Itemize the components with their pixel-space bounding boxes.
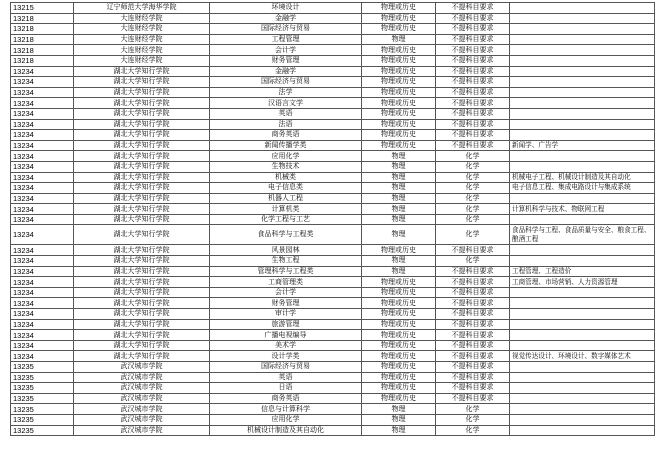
subject-requirement-cell: 不提科目要求 bbox=[436, 45, 510, 56]
major-name-cell: 设计学类 bbox=[210, 351, 362, 362]
school-code-cell: 13235 bbox=[11, 372, 74, 383]
school-code-cell: 13234 bbox=[11, 287, 74, 298]
subject-requirement-cell: 不提科目要求 bbox=[436, 108, 510, 119]
first-subject-cell: 物理或历史 bbox=[362, 140, 436, 151]
table-row bbox=[11, 425, 655, 436]
subject-requirement-cell: 不提科目要求 bbox=[436, 66, 510, 77]
included-majors-cell bbox=[510, 330, 655, 341]
subject-requirement-cell: 不提科目要求 bbox=[436, 362, 510, 373]
first-subject-cell: 物理或历史 bbox=[362, 298, 436, 309]
table-row bbox=[11, 340, 655, 351]
school-code-cell: 13235 bbox=[11, 404, 74, 415]
major-name-cell: 英语 bbox=[210, 108, 362, 119]
major-name-cell: 环境设计 bbox=[210, 3, 362, 14]
school-code-cell: 13234 bbox=[11, 298, 74, 309]
included-majors-cell bbox=[510, 362, 655, 373]
first-subject-cell: 物理 bbox=[362, 183, 436, 194]
school-name-cell: 湖北大学知行学院 bbox=[74, 140, 210, 151]
included-majors-cell bbox=[510, 108, 655, 119]
major-name-cell: 商务英语 bbox=[210, 130, 362, 141]
first-subject-cell: 物理 bbox=[362, 266, 436, 277]
major-name-cell: 新闻传播学类 bbox=[210, 140, 362, 151]
major-name-cell: 食品科学与工程类 bbox=[210, 225, 362, 245]
major-name-cell: 风景园林 bbox=[210, 245, 362, 256]
table-row bbox=[11, 309, 655, 320]
included-majors-cell bbox=[510, 298, 655, 309]
school-name-cell: 湖北大学知行学院 bbox=[74, 287, 210, 298]
subject-requirement-cell: 不提科目要求 bbox=[436, 13, 510, 24]
table-row bbox=[11, 55, 655, 66]
table-row bbox=[11, 3, 655, 14]
first-subject-cell: 物理 bbox=[362, 414, 436, 425]
included-majors-cell bbox=[510, 425, 655, 436]
major-name-cell: 日语 bbox=[210, 383, 362, 394]
subject-requirement-cell: 不提科目要求 bbox=[436, 383, 510, 394]
major-name-cell: 广播电视编导 bbox=[210, 330, 362, 341]
table-row bbox=[11, 204, 655, 215]
table-row bbox=[11, 34, 655, 45]
subject-requirement-cell: 化学 bbox=[436, 193, 510, 204]
included-majors-cell bbox=[510, 34, 655, 45]
included-majors-cell bbox=[510, 98, 655, 109]
table-row bbox=[11, 161, 655, 172]
subject-requirement-cell: 不提科目要求 bbox=[436, 55, 510, 66]
subject-requirement-cell: 不提科目要求 bbox=[436, 3, 510, 14]
first-subject-cell: 物理 bbox=[362, 172, 436, 183]
included-majors-cell: 电子信息工程、集成电路设计与集成系统 bbox=[510, 183, 655, 194]
school-code-cell: 13234 bbox=[11, 309, 74, 320]
school-code-cell: 13218 bbox=[11, 24, 74, 35]
major-name-cell: 工商管理类 bbox=[210, 277, 362, 288]
major-name-cell: 电子信息类 bbox=[210, 183, 362, 194]
school-name-cell: 湖北大学知行学院 bbox=[74, 309, 210, 320]
subject-requirement-cell: 化学 bbox=[436, 414, 510, 425]
subject-requirement-cell: 不提科目要求 bbox=[436, 330, 510, 341]
subject-requirement-cell: 不提科目要求 bbox=[436, 319, 510, 330]
included-majors-cell bbox=[510, 256, 655, 267]
included-majors-cell: 工程管理、工程造价 bbox=[510, 266, 655, 277]
school-code-cell: 13234 bbox=[11, 277, 74, 288]
school-code-cell: 13235 bbox=[11, 383, 74, 394]
table-row bbox=[11, 214, 655, 225]
subject-requirement-cell: 不提科目要求 bbox=[436, 24, 510, 35]
school-name-cell: 辽宁师范大学海华学院 bbox=[74, 3, 210, 14]
table-row bbox=[11, 87, 655, 98]
school-code-cell: 13218 bbox=[11, 13, 74, 24]
school-code-cell: 13218 bbox=[11, 55, 74, 66]
school-code-cell: 13234 bbox=[11, 204, 74, 215]
school-code-cell: 13234 bbox=[11, 66, 74, 77]
first-subject-cell: 物理或历史 bbox=[362, 130, 436, 141]
school-name-cell: 湖北大学知行学院 bbox=[74, 183, 210, 194]
first-subject-cell: 物理或历史 bbox=[362, 87, 436, 98]
school-code-cell: 13215 bbox=[11, 3, 74, 14]
included-majors-cell bbox=[510, 319, 655, 330]
included-majors-cell bbox=[510, 383, 655, 394]
first-subject-cell: 物理 bbox=[362, 256, 436, 267]
table-row bbox=[11, 298, 655, 309]
school-name-cell: 大连财经学院 bbox=[74, 13, 210, 24]
subject-requirement-cell: 不提科目要求 bbox=[436, 140, 510, 151]
school-name-cell: 湖北大学知行学院 bbox=[74, 256, 210, 267]
first-subject-cell: 物理或历史 bbox=[362, 362, 436, 373]
school-name-cell: 湖北大学知行学院 bbox=[74, 66, 210, 77]
subject-requirement-cell: 化学 bbox=[436, 214, 510, 225]
first-subject-cell: 物理或历史 bbox=[362, 3, 436, 14]
school-name-cell: 武汉城市学院 bbox=[74, 404, 210, 415]
included-majors-cell bbox=[510, 3, 655, 14]
included-majors-cell bbox=[510, 151, 655, 162]
school-name-cell: 湖北大学知行学院 bbox=[74, 330, 210, 341]
included-majors-cell: 食品科学与工程、食品质量与安全、粮食工程、酿酒工程 bbox=[510, 225, 655, 245]
table-row bbox=[11, 24, 655, 35]
first-subject-cell: 物理或历史 bbox=[362, 309, 436, 320]
school-name-cell: 湖北大学知行学院 bbox=[74, 225, 210, 245]
major-name-cell: 审计学 bbox=[210, 309, 362, 320]
table-row bbox=[11, 393, 655, 404]
table-row bbox=[11, 172, 655, 183]
subject-requirement-cell: 化学 bbox=[436, 151, 510, 162]
included-majors-cell bbox=[510, 119, 655, 130]
first-subject-cell: 物理或历史 bbox=[362, 245, 436, 256]
first-subject-cell: 物理 bbox=[362, 404, 436, 415]
first-subject-cell: 物理 bbox=[362, 193, 436, 204]
table-row bbox=[11, 287, 655, 298]
school-name-cell: 湖北大学知行学院 bbox=[74, 340, 210, 351]
first-subject-cell: 物理或历史 bbox=[362, 119, 436, 130]
table-row bbox=[11, 98, 655, 109]
school-name-cell: 湖北大学知行学院 bbox=[74, 98, 210, 109]
school-name-cell: 大连财经学院 bbox=[74, 55, 210, 66]
school-name-cell: 湖北大学知行学院 bbox=[74, 108, 210, 119]
subject-requirement-cell: 不提科目要求 bbox=[436, 266, 510, 277]
table-row bbox=[11, 372, 655, 383]
major-name-cell: 财务管理 bbox=[210, 55, 362, 66]
school-name-cell: 湖北大学知行学院 bbox=[74, 193, 210, 204]
major-name-cell: 国际经济与贸易 bbox=[210, 77, 362, 88]
included-majors-cell bbox=[510, 393, 655, 404]
table-row bbox=[11, 266, 655, 277]
school-code-cell: 13235 bbox=[11, 425, 74, 436]
major-name-cell: 商务英语 bbox=[210, 393, 362, 404]
first-subject-cell: 物理 bbox=[362, 161, 436, 172]
table-row bbox=[11, 130, 655, 141]
major-name-cell: 国际经济与贸易 bbox=[210, 24, 362, 35]
table-row bbox=[11, 66, 655, 77]
included-majors-cell bbox=[510, 404, 655, 415]
included-majors-cell: 机械电子工程、机械设计制造及其自动化 bbox=[510, 172, 655, 183]
table-row bbox=[11, 108, 655, 119]
school-code-cell: 13234 bbox=[11, 256, 74, 267]
school-name-cell: 湖北大学知行学院 bbox=[74, 130, 210, 141]
included-majors-cell bbox=[510, 130, 655, 141]
school-code-cell: 13235 bbox=[11, 414, 74, 425]
included-majors-cell bbox=[510, 309, 655, 320]
table-row bbox=[11, 77, 655, 88]
school-name-cell: 湖北大学知行学院 bbox=[74, 204, 210, 215]
included-majors-cell bbox=[510, 24, 655, 35]
table-row bbox=[11, 151, 655, 162]
first-subject-cell: 物理或历史 bbox=[362, 13, 436, 24]
table-row bbox=[11, 277, 655, 288]
subject-requirement-cell: 化学 bbox=[436, 183, 510, 194]
school-name-cell: 湖北大学知行学院 bbox=[74, 172, 210, 183]
school-code-cell: 13218 bbox=[11, 45, 74, 56]
school-name-cell: 湖北大学知行学院 bbox=[74, 319, 210, 330]
school-code-cell: 13234 bbox=[11, 193, 74, 204]
subject-requirement-cell: 不提科目要求 bbox=[436, 77, 510, 88]
school-code-cell: 13235 bbox=[11, 362, 74, 373]
school-code-cell: 13234 bbox=[11, 172, 74, 183]
school-name-cell: 湖北大学知行学院 bbox=[74, 87, 210, 98]
subject-requirement-cell: 不提科目要求 bbox=[436, 298, 510, 309]
school-code-cell: 13235 bbox=[11, 393, 74, 404]
subject-requirement-cell: 不提科目要求 bbox=[436, 351, 510, 362]
first-subject-cell: 物理或历史 bbox=[362, 277, 436, 288]
major-name-cell: 法学 bbox=[210, 87, 362, 98]
table-row bbox=[11, 225, 655, 245]
major-name-cell: 法语 bbox=[210, 119, 362, 130]
table-row bbox=[11, 362, 655, 373]
first-subject-cell: 物理 bbox=[362, 225, 436, 245]
first-subject-cell: 物理或历史 bbox=[362, 383, 436, 394]
school-code-cell: 13234 bbox=[11, 340, 74, 351]
major-name-cell: 机械设计制造及其自动化 bbox=[210, 425, 362, 436]
subject-requirement-cell: 不提科目要求 bbox=[436, 119, 510, 130]
included-majors-cell: 计算机科学与技术、物联网工程 bbox=[510, 204, 655, 215]
first-subject-cell: 物理 bbox=[362, 34, 436, 45]
major-name-cell: 会计学 bbox=[210, 45, 362, 56]
school-code-cell: 13234 bbox=[11, 214, 74, 225]
school-name-cell: 武汉城市学院 bbox=[74, 383, 210, 394]
included-majors-cell bbox=[510, 340, 655, 351]
school-name-cell: 湖北大学知行学院 bbox=[74, 77, 210, 88]
major-name-cell: 金融学 bbox=[210, 13, 362, 24]
first-subject-cell: 物理或历史 bbox=[362, 393, 436, 404]
school-name-cell: 湖北大学知行学院 bbox=[74, 277, 210, 288]
school-code-cell: 13234 bbox=[11, 140, 74, 151]
table-row bbox=[11, 383, 655, 394]
included-majors-cell bbox=[510, 287, 655, 298]
major-name-cell: 工程管理 bbox=[210, 34, 362, 45]
table-row bbox=[11, 140, 655, 151]
major-name-cell: 信息与计算科学 bbox=[210, 404, 362, 415]
first-subject-cell: 物理 bbox=[362, 204, 436, 215]
school-code-cell: 13234 bbox=[11, 87, 74, 98]
included-majors-cell bbox=[510, 66, 655, 77]
major-name-cell: 化学工程与工艺 bbox=[210, 214, 362, 225]
included-majors-cell bbox=[510, 77, 655, 88]
included-majors-cell bbox=[510, 55, 655, 66]
school-code-cell: 13234 bbox=[11, 183, 74, 194]
major-name-cell: 金融学 bbox=[210, 66, 362, 77]
major-name-cell: 应用化学 bbox=[210, 151, 362, 162]
included-majors-cell: 新闻学、广告学 bbox=[510, 140, 655, 151]
first-subject-cell: 物理或历史 bbox=[362, 319, 436, 330]
major-name-cell: 应用化学 bbox=[210, 414, 362, 425]
table-row bbox=[11, 319, 655, 330]
subject-requirement-cell: 化学 bbox=[436, 225, 510, 245]
major-name-cell: 美术学 bbox=[210, 340, 362, 351]
school-name-cell: 湖北大学知行学院 bbox=[74, 245, 210, 256]
school-name-cell: 武汉城市学院 bbox=[74, 393, 210, 404]
subject-requirement-cell: 不提科目要求 bbox=[436, 87, 510, 98]
table-row bbox=[11, 404, 655, 415]
major-name-cell: 国际经济与贸易 bbox=[210, 362, 362, 373]
major-name-cell: 英语 bbox=[210, 372, 362, 383]
school-name-cell: 大连财经学院 bbox=[74, 34, 210, 45]
school-name-cell: 湖北大学知行学院 bbox=[74, 161, 210, 172]
school-code-cell: 13218 bbox=[11, 34, 74, 45]
school-code-cell: 13234 bbox=[11, 119, 74, 130]
major-name-cell: 计算机类 bbox=[210, 204, 362, 215]
subject-requirement-cell: 不提科目要求 bbox=[436, 287, 510, 298]
first-subject-cell: 物理或历史 bbox=[362, 55, 436, 66]
school-name-cell: 湖北大学知行学院 bbox=[74, 266, 210, 277]
school-name-cell: 湖北大学知行学院 bbox=[74, 214, 210, 225]
school-code-cell: 13234 bbox=[11, 319, 74, 330]
first-subject-cell: 物理或历史 bbox=[362, 45, 436, 56]
first-subject-cell: 物理或历史 bbox=[362, 287, 436, 298]
school-code-cell: 13234 bbox=[11, 266, 74, 277]
major-name-cell: 财务管理 bbox=[210, 298, 362, 309]
included-majors-cell: 视觉传达设计、环境设计、数字媒体艺术 bbox=[510, 351, 655, 362]
table-row bbox=[11, 256, 655, 267]
subject-requirement-cell: 不提科目要求 bbox=[436, 34, 510, 45]
included-majors-cell: 工商管理、市场营销、人力资源管理 bbox=[510, 277, 655, 288]
school-name-cell: 武汉城市学院 bbox=[74, 372, 210, 383]
included-majors-cell bbox=[510, 45, 655, 56]
school-code-cell: 13234 bbox=[11, 161, 74, 172]
table-row bbox=[11, 193, 655, 204]
table-row bbox=[11, 330, 655, 341]
subject-requirement-cell: 不提科目要求 bbox=[436, 340, 510, 351]
included-majors-cell bbox=[510, 245, 655, 256]
first-subject-cell: 物理 bbox=[362, 151, 436, 162]
subject-requirement-cell: 化学 bbox=[436, 172, 510, 183]
school-name-cell: 武汉城市学院 bbox=[74, 414, 210, 425]
first-subject-cell: 物理或历史 bbox=[362, 108, 436, 119]
school-code-cell: 13234 bbox=[11, 225, 74, 245]
subject-requirement-cell: 不提科目要求 bbox=[436, 98, 510, 109]
major-requirements-table bbox=[10, 2, 655, 436]
school-code-cell: 13234 bbox=[11, 245, 74, 256]
subject-requirement-cell: 不提科目要求 bbox=[436, 393, 510, 404]
school-name-cell: 湖北大学知行学院 bbox=[74, 298, 210, 309]
major-name-cell: 生物技术 bbox=[210, 161, 362, 172]
included-majors-cell bbox=[510, 87, 655, 98]
table-row bbox=[11, 13, 655, 24]
subject-requirement-cell: 不提科目要求 bbox=[436, 130, 510, 141]
included-majors-cell bbox=[510, 193, 655, 204]
subject-requirement-cell: 不提科目要求 bbox=[436, 277, 510, 288]
first-subject-cell: 物理 bbox=[362, 214, 436, 225]
school-name-cell: 湖北大学知行学院 bbox=[74, 119, 210, 130]
school-code-cell: 13234 bbox=[11, 330, 74, 341]
school-name-cell: 大连财经学院 bbox=[74, 45, 210, 56]
major-name-cell: 生物工程 bbox=[210, 256, 362, 267]
subject-requirement-cell: 化学 bbox=[436, 161, 510, 172]
table-row bbox=[11, 414, 655, 425]
first-subject-cell: 物理或历史 bbox=[362, 330, 436, 341]
major-name-cell: 管理科学与工程类 bbox=[210, 266, 362, 277]
subject-requirement-cell: 化学 bbox=[436, 425, 510, 436]
table-row bbox=[11, 245, 655, 256]
table-row bbox=[11, 119, 655, 130]
major-name-cell: 汉语言文学 bbox=[210, 98, 362, 109]
table-row bbox=[11, 45, 655, 56]
first-subject-cell: 物理或历史 bbox=[362, 66, 436, 77]
first-subject-cell: 物理或历史 bbox=[362, 351, 436, 362]
first-subject-cell: 物理或历史 bbox=[362, 98, 436, 109]
subject-requirement-cell: 化学 bbox=[436, 204, 510, 215]
first-subject-cell: 物理 bbox=[362, 425, 436, 436]
subject-requirement-cell: 不提科目要求 bbox=[436, 372, 510, 383]
major-name-cell: 机器人工程 bbox=[210, 193, 362, 204]
school-name-cell: 湖北大学知行学院 bbox=[74, 351, 210, 362]
first-subject-cell: 物理或历史 bbox=[362, 77, 436, 88]
table-row bbox=[11, 183, 655, 194]
table-row bbox=[11, 351, 655, 362]
included-majors-cell bbox=[510, 414, 655, 425]
major-name-cell: 机械类 bbox=[210, 172, 362, 183]
school-code-cell: 13234 bbox=[11, 108, 74, 119]
school-code-cell: 13234 bbox=[11, 98, 74, 109]
subject-requirement-cell: 不提科目要求 bbox=[436, 245, 510, 256]
subject-requirement-cell: 化学 bbox=[436, 404, 510, 415]
included-majors-cell bbox=[510, 372, 655, 383]
included-majors-cell bbox=[510, 161, 655, 172]
school-code-cell: 13234 bbox=[11, 130, 74, 141]
table-body bbox=[11, 3, 655, 436]
major-name-cell: 会计学 bbox=[210, 287, 362, 298]
included-majors-cell bbox=[510, 214, 655, 225]
first-subject-cell: 物理或历史 bbox=[362, 24, 436, 35]
school-code-cell: 13234 bbox=[11, 351, 74, 362]
school-name-cell: 武汉城市学院 bbox=[74, 425, 210, 436]
school-name-cell: 大连财经学院 bbox=[74, 24, 210, 35]
school-code-cell: 13234 bbox=[11, 151, 74, 162]
school-name-cell: 湖北大学知行学院 bbox=[74, 151, 210, 162]
subject-requirement-cell: 化学 bbox=[436, 256, 510, 267]
first-subject-cell: 物理或历史 bbox=[362, 372, 436, 383]
major-name-cell: 旅游管理 bbox=[210, 319, 362, 330]
first-subject-cell: 物理或历史 bbox=[362, 340, 436, 351]
school-name-cell: 武汉城市学院 bbox=[74, 362, 210, 373]
subject-requirement-cell: 不提科目要求 bbox=[436, 309, 510, 320]
included-majors-cell bbox=[510, 13, 655, 24]
school-code-cell: 13234 bbox=[11, 77, 74, 88]
